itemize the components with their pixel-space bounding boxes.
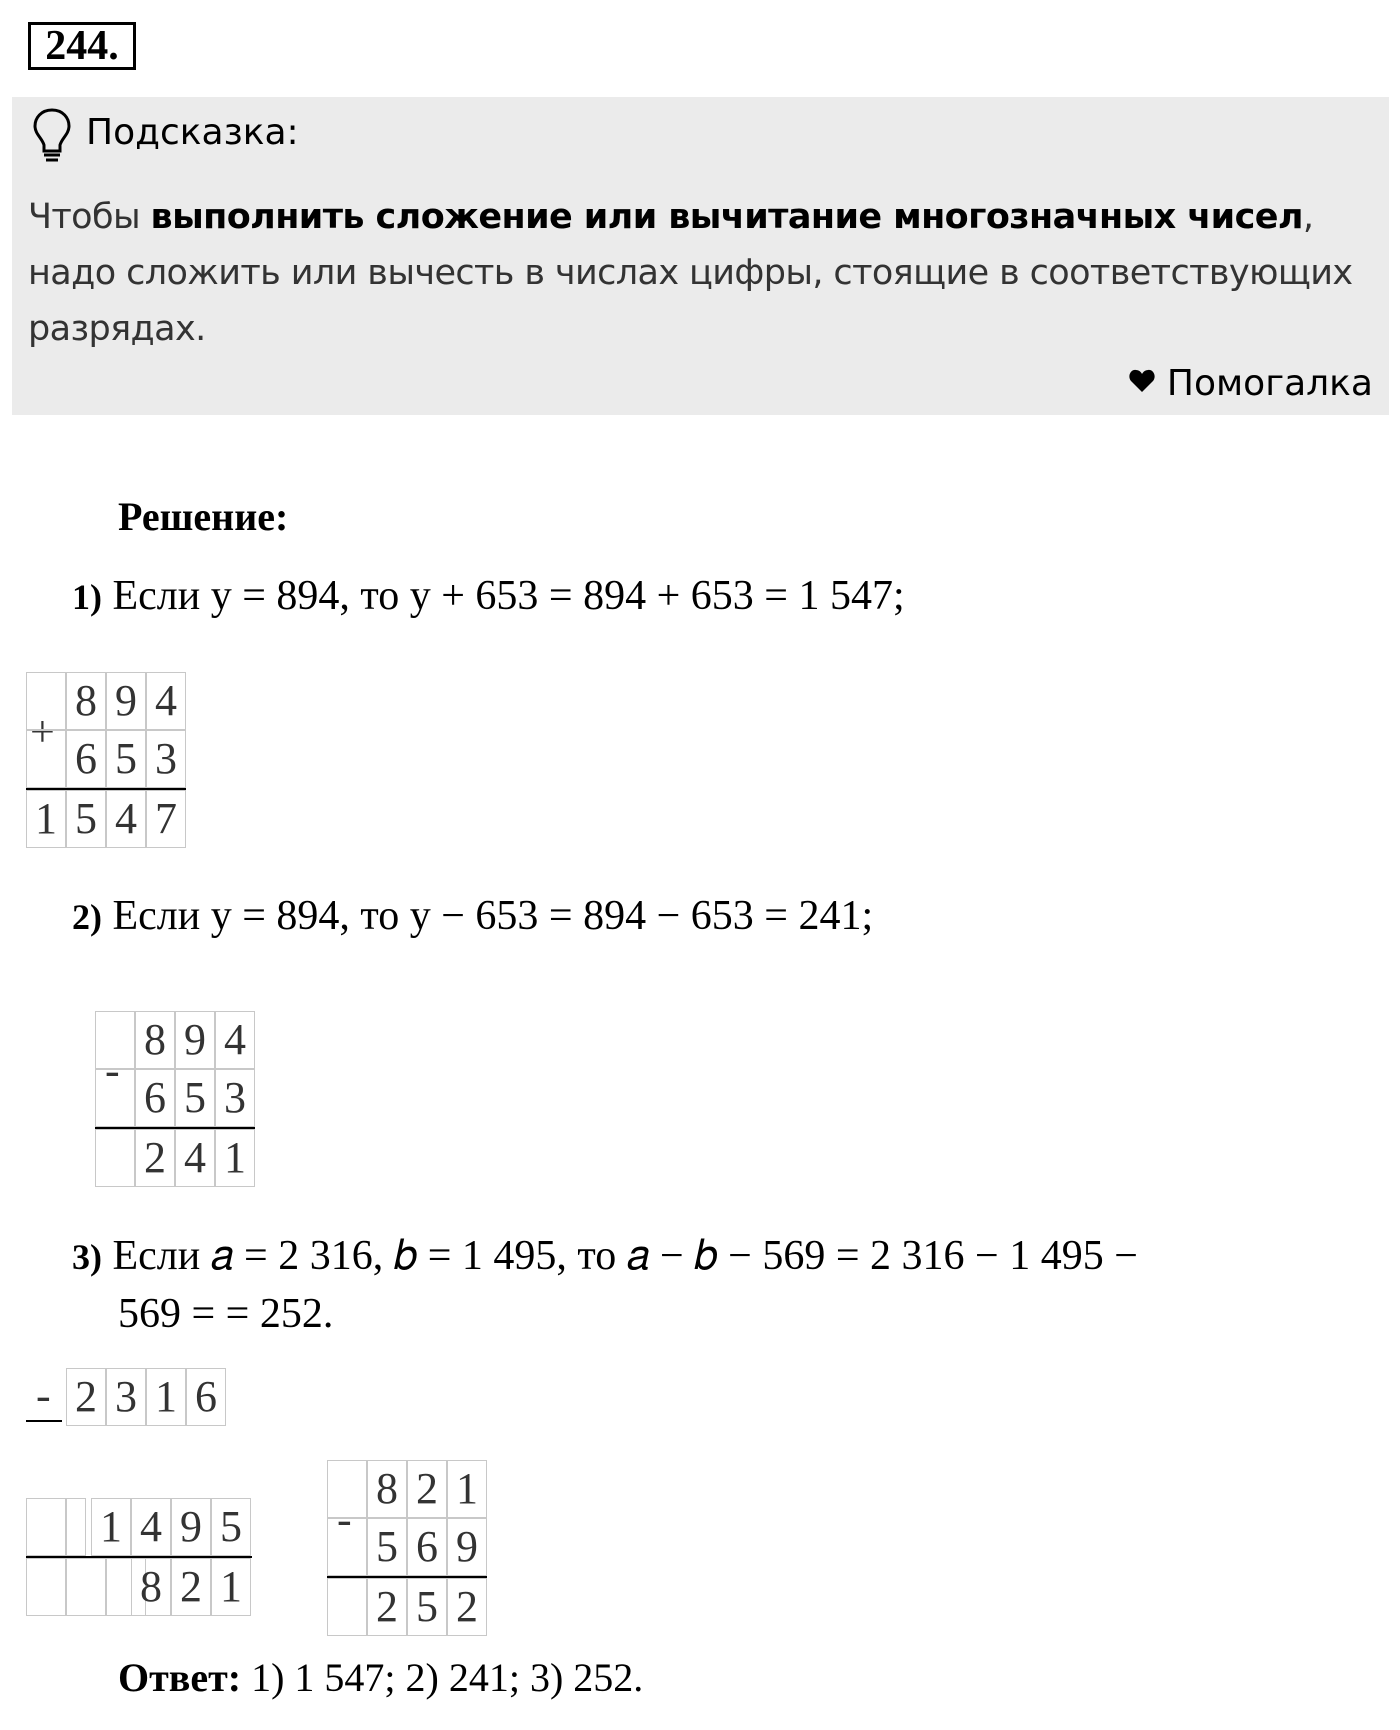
- digit-cell: 5: [211, 1498, 251, 1556]
- heart-icon: [1129, 369, 1155, 393]
- solution-item-1: 1) Если у = 894, то у + 653 = 894 + 653 = 1 547;: [72, 573, 905, 619]
- solution-item-3: 3) Если 𝑎 = 2 316, 𝑏 = 1 495, то 𝑎 − 𝑏 − 569 = 2 316 − 1 495 −: [72, 1233, 1138, 1279]
- digit-cell: 4: [215, 1011, 255, 1069]
- solution-item-2: 2) Если у = 894, то у − 653 = 894 − 653 = 241;: [72, 893, 874, 939]
- digit-cell: 5: [367, 1518, 407, 1576]
- digit-cell: 9: [447, 1518, 487, 1576]
- digit-cell: 1: [91, 1498, 131, 1556]
- digit-cell: 1: [26, 790, 66, 848]
- digit-cell: 9: [106, 672, 146, 730]
- digit-cell: 1: [146, 1368, 186, 1426]
- digit-cell: 3: [106, 1368, 146, 1426]
- answer-line: Ответ: 1) 1 547; 2) 241; 3) 252.: [118, 1655, 644, 1700]
- digit-cell: 6: [407, 1518, 447, 1576]
- minus-sign: -: [36, 1371, 51, 1420]
- digit-cell: 5: [175, 1069, 215, 1127]
- digit-cell: 3: [215, 1069, 255, 1127]
- digit-cell: 1: [211, 1558, 251, 1616]
- digit-cell: 6: [186, 1368, 226, 1426]
- digit-cell: 2: [367, 1578, 407, 1636]
- digit-cell: 9: [171, 1498, 211, 1556]
- digit-cell: 2: [407, 1460, 447, 1518]
- digit-cell: 8: [135, 1011, 175, 1069]
- digit-cell: 7: [146, 790, 186, 848]
- hint-title: Подсказка:: [86, 112, 299, 153]
- digit-cell: 2: [447, 1578, 487, 1636]
- digit-cell: 9: [175, 1011, 215, 1069]
- minus-underline: [26, 1420, 62, 1422]
- digit-cell: 5: [106, 730, 146, 788]
- hint-box: [12, 97, 1389, 415]
- digit-cell: 3: [146, 730, 186, 788]
- minus-sign: -: [337, 1495, 352, 1544]
- digit-cell: 2: [171, 1558, 211, 1616]
- digit-cell: 2: [66, 1368, 106, 1426]
- solution-item-3-cont: 569 = = 252.: [118, 1291, 334, 1337]
- digit-cell: 8: [131, 1558, 171, 1616]
- digit-cell: 6: [135, 1069, 175, 1127]
- hint-text: Чтобы выполнить сложение или вычитание многозначных чисел, надо сложить или вычесть в числах цифры, стоящие в соответствующих разрядах.: [28, 197, 1353, 349]
- brand-label: Помогалка: [1129, 359, 1373, 409]
- digit-cell: 8: [66, 672, 106, 730]
- digit-cell: 2: [135, 1129, 175, 1187]
- digit-cell: 1: [215, 1129, 255, 1187]
- lightbulb-icon: [32, 107, 72, 165]
- digit-cell: 5: [66, 790, 106, 848]
- digit-cell: 5: [407, 1578, 447, 1636]
- minus-sign: -: [105, 1046, 120, 1095]
- digit-cell: 8: [367, 1460, 407, 1518]
- digit-cell: 6: [66, 730, 106, 788]
- solution-heading: Решение:: [118, 494, 289, 539]
- digit-cell: 4: [175, 1129, 215, 1187]
- digit-cell: 4: [146, 672, 186, 730]
- plus-sign: +: [30, 707, 55, 756]
- digit-cell: 4: [131, 1498, 171, 1556]
- digit-cell: 1: [447, 1460, 487, 1518]
- digit-cell: 4: [106, 790, 146, 848]
- task-number: 244.: [28, 22, 136, 70]
